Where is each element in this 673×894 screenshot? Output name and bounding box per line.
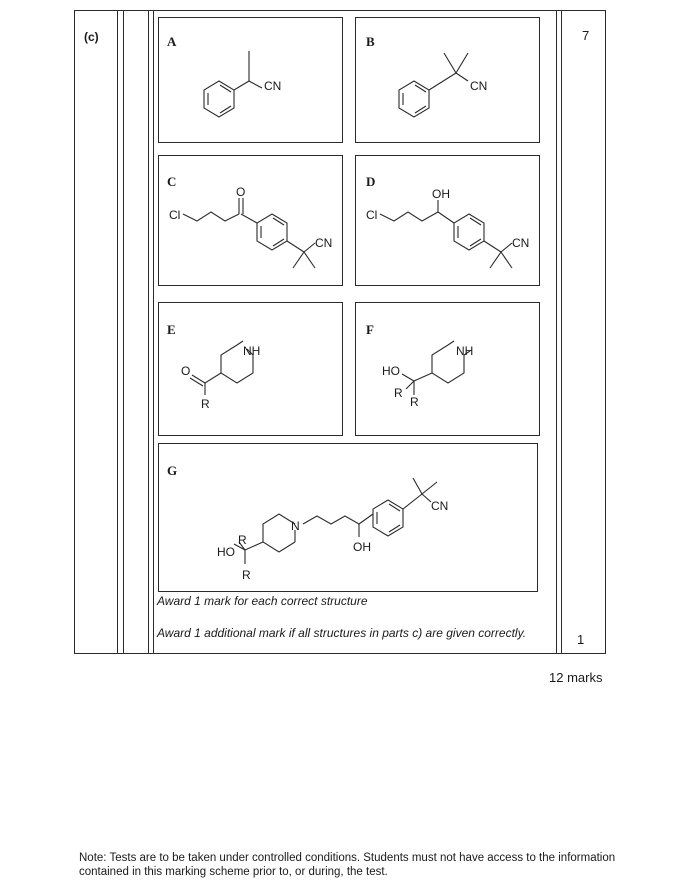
structure-label-e: E: [167, 322, 176, 337]
n-label: N: [291, 519, 300, 533]
cl-label: Cl: [366, 208, 378, 222]
structure-e-drawing: [159, 303, 344, 437]
r-label-1: R: [238, 533, 247, 547]
structure-a-drawing: [159, 18, 344, 144]
o-label: O: [181, 364, 191, 378]
structure-label-c: C: [167, 174, 177, 189]
nh-label: NH: [243, 344, 261, 358]
marks-value-bottom: 1: [577, 632, 585, 647]
award-note-1: Award 1 mark for each correct structure: [157, 594, 368, 608]
structure-f-drawing: [356, 303, 541, 437]
nh-label: NH: [456, 344, 474, 358]
column-divider-1: [117, 10, 118, 654]
column-divider-6: [561, 10, 562, 654]
structure-box-c: [158, 155, 343, 286]
r-label-2: R: [410, 395, 419, 409]
total-marks: 12 marks: [549, 670, 603, 685]
r-label-1: R: [394, 386, 403, 400]
oh-label: OH: [353, 540, 371, 554]
cn-group-label: CN: [470, 79, 488, 93]
cn-label: CN: [512, 236, 530, 250]
column-divider-2: [123, 10, 124, 654]
marks-value-top: 7: [582, 28, 590, 43]
structure-box-e: [158, 302, 343, 436]
structure-box-f: [355, 302, 540, 436]
structure-g-drawing: [159, 444, 539, 593]
structure-label-g: G: [167, 463, 178, 478]
structure-label-a: A: [167, 34, 177, 49]
part-label: (c): [84, 30, 99, 44]
cn-group-label: CN: [264, 79, 282, 93]
o-label: O: [236, 185, 246, 199]
r-label-2: R: [242, 568, 251, 582]
cl-label: Cl: [169, 208, 181, 222]
column-divider-4: [153, 10, 154, 654]
structure-label-d: D: [366, 174, 376, 189]
table-left-border: [74, 10, 75, 654]
structure-b-drawing: [356, 18, 541, 144]
cn-label: CN: [431, 499, 449, 513]
structure-box-b: [355, 17, 540, 143]
structure-box-a: [158, 17, 343, 143]
cn-label: CN: [315, 236, 333, 250]
structure-box-g: [158, 443, 538, 592]
r-label: R: [201, 397, 210, 411]
column-divider-3: [148, 10, 149, 654]
ho-label: HO: [382, 364, 400, 378]
structure-label-f: F: [366, 322, 374, 337]
award-note-2: Award 1 additional mark if all structures in parts c) are given correctly.: [157, 626, 527, 640]
footer-note: Note: Tests are to be taken under controlled conditions. Students must not have access to the information contained in this marking scheme prior to, or during, the test.: [79, 852, 616, 878]
structure-box-d: [355, 155, 540, 286]
oh-label: OH: [432, 187, 450, 201]
structure-label-b: B: [366, 34, 375, 49]
structure-c-drawing: [159, 156, 344, 287]
ho-label: HO: [217, 545, 235, 559]
structure-d-drawing: [356, 156, 541, 287]
table-right-border: [605, 10, 606, 654]
column-divider-5: [556, 10, 557, 654]
